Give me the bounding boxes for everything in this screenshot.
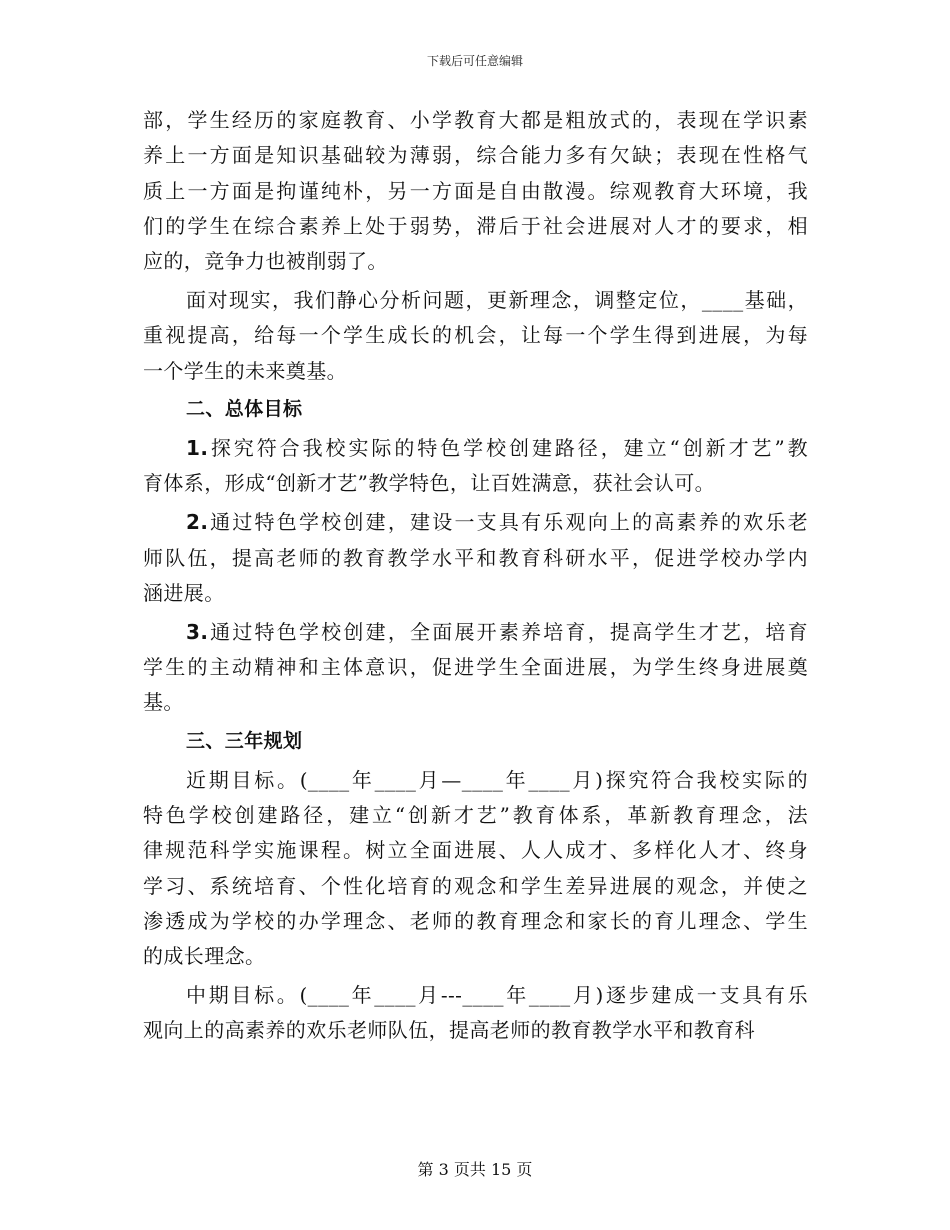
text-line: [143, 505, 808, 540]
paragraph: [143, 978, 808, 1052]
page-header: 下载后可任意编辑: [426, 54, 523, 68]
section-heading: [143, 724, 808, 763]
text-line: 基。: [143, 690, 184, 715]
section-heading: [143, 392, 808, 431]
numbered-paragraph: [143, 431, 808, 505]
text-line: 养上一方面是知识基础较为薄弱，综合能力多有欠缺；表现在性格气: [143, 143, 808, 168]
text-line: 质上一方面是拘谨纯朴，另一方面是自由散漫。综观教育大环境，我: [143, 178, 808, 203]
item-text: 通过特色学校创建，全面展开素养培育，提高学生才艺，培育: [208, 619, 808, 644]
text-line: 二、总体目标: [186, 398, 303, 421]
text-line: 面对现实，我们静心分析问题，更新理念，调整定位，____基础，: [186, 287, 808, 312]
text-line: 育体系，形成“创新才艺”教学特色，让百姓满意，获社会认可。: [143, 471, 716, 496]
numbered-paragraph: [143, 615, 808, 724]
text-line: 近期目标。(____年____月—____年____月)探究符合我校实际的: [186, 767, 808, 792]
text-line: 学习、系统培育、个性化培育的观念和学生差异进展的观念，并使之: [143, 873, 808, 898]
text-line: 中期目标。(____年____月---____年____月)逐步建成一支具有乐: [186, 983, 808, 1008]
text-line: [143, 615, 808, 650]
paragraph: [143, 283, 808, 392]
document-body: [143, 103, 808, 1052]
text-line: 一个学生的未来奠基。: [143, 358, 347, 383]
item-number: 1.: [186, 436, 209, 461]
text-line: 特色学校创建路径，建立“创新才艺”教育体系，革新教育理念，法: [143, 803, 808, 828]
numbered-paragraph: [143, 505, 808, 614]
text-line: 们的学生在综合素养上处于弱势，滞后于社会进展对人才的要求，相: [143, 213, 808, 238]
text-line: 的成长理念。: [143, 944, 266, 969]
page-footer: 第 3 页共 15 页: [417, 1160, 533, 1179]
item-text: 探究符合我校实际的特色学校创建路径，建立“创新才艺”教: [208, 436, 808, 461]
text-line: 涵进展。: [143, 580, 225, 605]
text-line: 律规范科学实施课程。树立全面进展、人人成才、多样化人才、终身: [143, 838, 808, 863]
text-line: 重视提高，给每一个学生成长的机会，让每一个学生得到进展，为每: [143, 323, 808, 348]
text-line: 部，学生经历的家庭教育、小学教育大都是粗放式的，表现在学识素: [143, 108, 808, 132]
paragraph: [143, 763, 808, 978]
item-number: 2.: [186, 510, 209, 535]
text-line: [143, 431, 808, 466]
text-line: 应的，竞争力也被削弱了。: [143, 249, 388, 274]
text-line: 渗透成为学校的办学理念、老师的教育理念和家长的育儿理念、学生: [143, 909, 808, 934]
item-text: 通过特色学校创建，建设一支具有乐观向上的高素养的欢乐老: [208, 510, 808, 535]
item-number: 3.: [186, 619, 209, 644]
text-line: 学生的主动精神和主体意识，促进学生全面进展，为学生终身进展奠: [143, 654, 808, 679]
text-line: 师队伍，提高老师的教育教学水平和教育科研水平，促进学校办学内: [143, 545, 808, 570]
paragraph: [143, 103, 808, 283]
text-line: 观向上的高素养的欢乐老师队伍，提高老师的教育教学水平和教育科: [143, 1018, 755, 1043]
text-line: 三、三年规划: [186, 730, 303, 753]
